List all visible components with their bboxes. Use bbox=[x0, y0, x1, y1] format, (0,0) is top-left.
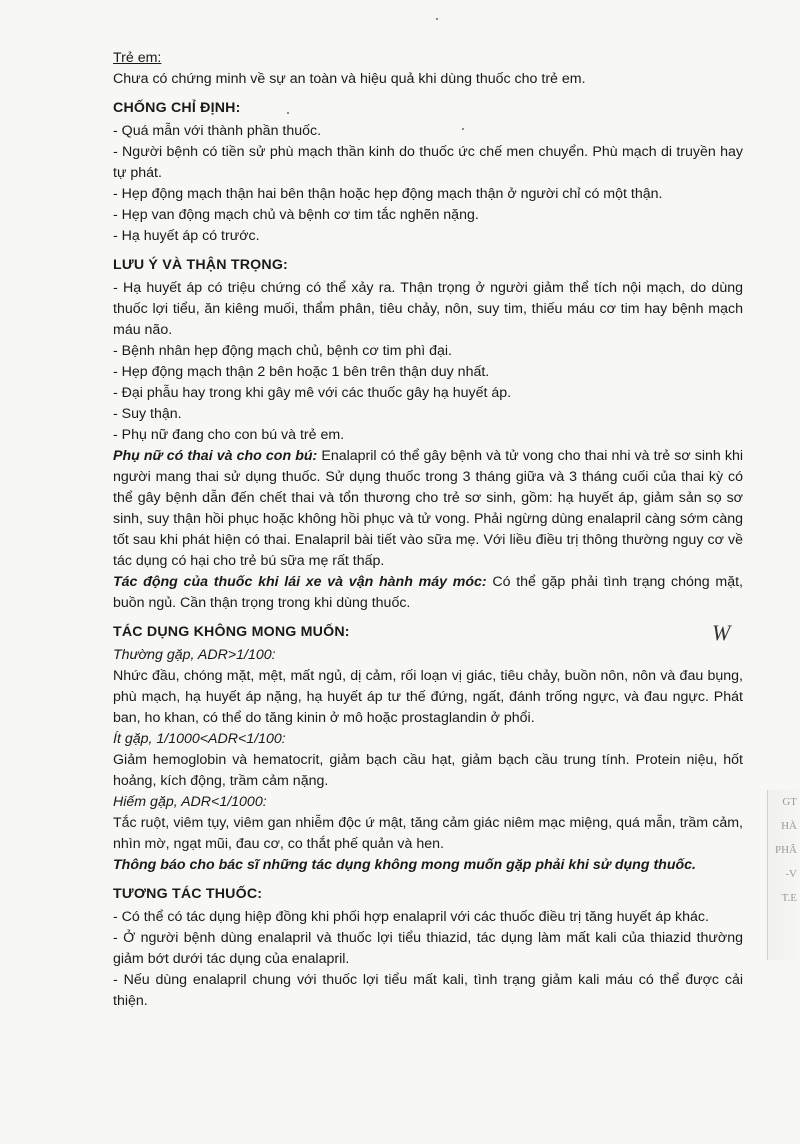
precaution-item: - Đại phẫu hay trong khi gây mê với các thuốc gây hạ huyết áp. bbox=[113, 385, 512, 401]
contraindication-item: - Hẹp van động mạch chủ và bệnh cơ tim tắc nghẽn nặng. bbox=[113, 207, 479, 223]
common-text: Nhức đầu, chóng mặt, mệt, mất ngủ, dị cảm, rối loạn vị giác, tiêu chảy, buồn nôn, nôn và đau bụng, phù mạch, hạ huyết áp nặng, hạ huyết áp tư thế đứng, ngất, đánh trống ngực, và đau ngực. Phát ban, ho khan, có thể do tăng kinin ở mô hoặc prostaglandin ở phổi. bbox=[113, 668, 743, 726]
pregnancy-label: Phụ nữ có thai và cho con bú: bbox=[113, 448, 318, 464]
precautions-heading: LƯU Ý VÀ THẬN TRỌNG: bbox=[113, 257, 288, 273]
stamp-fragment: T.E bbox=[781, 892, 797, 904]
interaction-item: - Có thể có tác dụng hiệp đồng khi phối hợp enalapril với các thuốc điều trị tăng huyết áp khác. bbox=[113, 909, 709, 925]
document-page bbox=[113, 48, 743, 1012]
driving-label: Tác động của thuốc khi lái xe và vận hành máy móc: bbox=[113, 574, 487, 590]
pregnancy-paragraph bbox=[113, 446, 743, 572]
contraindication-item: - Người bệnh có tiền sử phù mạch thần kinh do thuốc ức chế men chuyển. Phù mạch di truyền hay tự phát. bbox=[113, 144, 743, 181]
handwritten-initial: W bbox=[712, 620, 731, 645]
scan-speck bbox=[462, 128, 464, 130]
rare-text: Tắc ruột, viêm tụy, viêm gan nhiễm độc ứ mật, tăng cảm giác niêm mạc miệng, quá mẫn, trầm cảm, nhìn mờ, ngạt mũi, đau cơ, co thắt phế quản và hen. bbox=[113, 815, 743, 852]
precaution-item: - Hạ huyết áp có triệu chứng có thể xảy ra. Thận trọng ở người giảm thể tích nội mạch, do dùng thuốc lợi tiểu, ăn kiêng muối, thẩm phân, tiêu chảy, nôn, suy tim, thiếu máu cơ tim hay bệnh mạch máu não. bbox=[113, 280, 743, 338]
driving-text: Có thể gặp phải tình trạng chóng mặt, buồn ngủ. Cần thận trọng trong khi dùng thuốc. bbox=[113, 574, 744, 611]
stamp-fragment: PHÂ bbox=[774, 844, 797, 856]
stamp-fragment: -V bbox=[785, 868, 797, 880]
contraindication-item: - Hạ huyết áp có trước. bbox=[113, 228, 260, 244]
notice-text: Thông báo cho bác sĩ những tác dụng không mong muốn gặp phải khi sử dụng thuốc. bbox=[113, 857, 696, 873]
contraindications-heading: CHỐNG CHỈ ĐỊNH: bbox=[113, 100, 241, 116]
children-heading: Trẻ em: bbox=[113, 50, 162, 66]
rare-label: Hiếm gặp, ADR<1/1000: bbox=[113, 794, 267, 810]
uncommon-label: Ít gặp, 1/1000<ADR<1/100: bbox=[113, 731, 286, 747]
pregnancy-text: Enalapril có thể gây bệnh và tử vong cho thai nhi và trẻ sơ sinh khi người mang thai sử dụng thuốc. Sử dụng thuốc trong 3 tháng giữa và 3 tháng cuối của thai kỳ có thể gây bệnh dẫn đến chết thai và tổn thương cho trẻ sơ sinh, gồm: hạ huyết áp, giảm sản sọ sơ sinh, suy thận hồi phục hoặc không hồi phục và tử vong. Phải ngừng dùng enalapril càng sớm càng tốt sau khi phát hiện có thai. Enalapril bài tiết vào sữa mẹ. Với liều điều trị thông thường nguy cơ về tác dụng có hại cho trẻ bú sữa mẹ rất thấp. bbox=[113, 448, 744, 569]
interaction-item: - Ở người bệnh dùng enalapril và thuốc lợi tiểu thiazid, tác dụng làm mất kali của thiazid thường giảm bớt dưới tác dụng của enalapril. bbox=[113, 930, 743, 967]
children-text: Chưa có chứng minh về sự an toàn và hiệu quả khi dùng thuốc cho trẻ em. bbox=[113, 71, 586, 87]
side-effects-heading: TÁC DỤNG KHÔNG MONG MUỐN: bbox=[113, 624, 350, 640]
contraindication-item: - Quá mẫn với thành phần thuốc. bbox=[113, 123, 322, 139]
contraindication-item: - Hẹp động mạch thận hai bên thận hoặc hẹp động mạch thận ở người chỉ có một thận. bbox=[113, 186, 663, 202]
stamp-fragment: GT bbox=[782, 796, 797, 808]
precaution-item: - Hẹp động mạch thận 2 bên hoặc 1 bên trên thận duy nhất. bbox=[113, 364, 490, 380]
precaution-item: - Suy thận. bbox=[113, 406, 182, 422]
uncommon-text: Giảm hemoglobin và hematocrit, giảm bạch cầu hạt, giảm bạch cầu trung tính. Protein niệu, hốt hoảng, kích động, trầm cảm nặng. bbox=[113, 752, 743, 789]
interactions-heading: TƯƠNG TÁC THUỐC: bbox=[113, 886, 263, 902]
interaction-item: - Nếu dùng enalapril chung với thuốc lợi tiểu mất kali, tình trạng giảm kali máu có thể được cải thiện. bbox=[113, 972, 743, 1009]
precaution-item: - Bệnh nhân hẹp động mạch chủ, bệnh cơ tim phì đại. bbox=[113, 343, 452, 359]
common-label: Thường gặp, ADR>1/100: bbox=[113, 647, 276, 663]
scan-speck bbox=[436, 18, 438, 20]
stamp-fragment: HÀ bbox=[781, 820, 797, 832]
driving-paragraph bbox=[113, 572, 743, 614]
margin-stamp-fragment bbox=[767, 790, 800, 960]
scan-speck bbox=[287, 112, 289, 114]
precaution-item: - Phụ nữ đang cho con bú và trẻ em. bbox=[113, 427, 345, 443]
